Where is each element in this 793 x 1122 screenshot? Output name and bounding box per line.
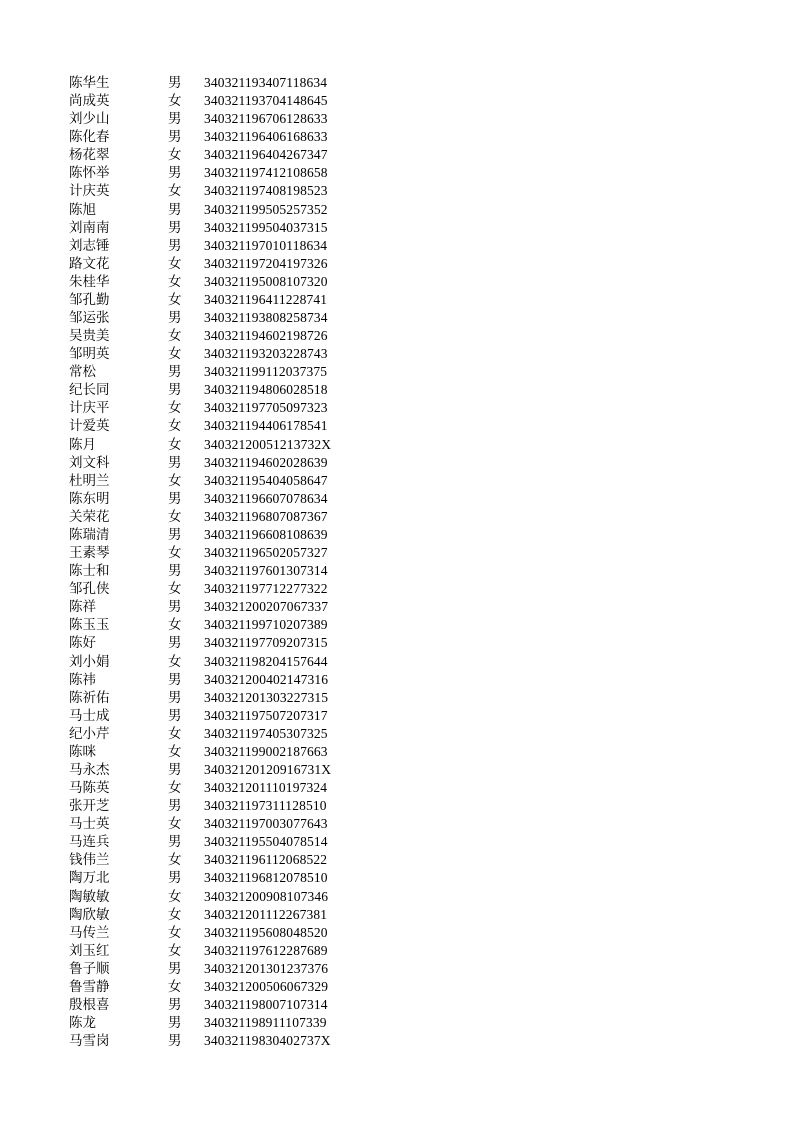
id-number-cell: 340321201110197324 bbox=[204, 780, 328, 796]
name-cell: 邹明英 bbox=[69, 346, 110, 363]
name-cell: 陶万北 bbox=[69, 870, 110, 887]
table-row bbox=[69, 110, 369, 128]
gender-cell: 男 bbox=[168, 563, 182, 580]
table-row bbox=[69, 345, 369, 363]
gender-cell: 女 bbox=[168, 436, 182, 453]
name-cell: 鲁雪静 bbox=[69, 978, 110, 995]
table-row bbox=[69, 580, 369, 598]
id-number-cell: 340321197003077643 bbox=[204, 816, 328, 832]
gender-cell: 男 bbox=[168, 707, 182, 724]
name-cell: 马士成 bbox=[69, 707, 110, 724]
gender-cell: 男 bbox=[168, 382, 182, 399]
id-number-cell: 340321196502057327 bbox=[204, 545, 328, 561]
gender-cell: 女 bbox=[168, 581, 182, 598]
gender-cell: 女 bbox=[168, 273, 182, 290]
id-number-cell: 340321196112068522 bbox=[204, 852, 328, 868]
id-number-cell: 340321193808258734 bbox=[204, 310, 328, 326]
name-cell: 陈咪 bbox=[69, 743, 96, 760]
gender-cell: 男 bbox=[168, 237, 182, 254]
name-cell: 陈玉玉 bbox=[69, 617, 110, 634]
name-cell: 杨花翠 bbox=[69, 147, 110, 164]
id-number-cell: 34032120120916731X bbox=[204, 761, 332, 777]
id-number-cell: 340321194406178541 bbox=[204, 418, 328, 434]
name-cell: 路文花 bbox=[69, 255, 110, 272]
table-row bbox=[69, 255, 369, 273]
gender-cell: 女 bbox=[168, 418, 182, 435]
id-number-cell: 340321195504078514 bbox=[204, 834, 328, 850]
gender-cell: 女 bbox=[168, 508, 182, 525]
gender-cell: 女 bbox=[168, 93, 182, 110]
id-number-cell: 34032120051213732X bbox=[204, 436, 332, 452]
id-number-cell: 340321199505257352 bbox=[204, 201, 328, 217]
table-row bbox=[69, 490, 369, 508]
table-row bbox=[69, 182, 369, 200]
table-row bbox=[69, 544, 369, 562]
name-cell: 陈月 bbox=[69, 436, 96, 453]
table-row bbox=[69, 978, 369, 996]
id-number-cell: 340321197010118634 bbox=[204, 237, 328, 253]
name-cell: 陈瑞清 bbox=[69, 526, 110, 543]
name-cell: 马陈英 bbox=[69, 780, 110, 797]
gender-cell: 男 bbox=[168, 635, 182, 652]
table-row bbox=[69, 906, 369, 924]
gender-cell: 女 bbox=[168, 291, 182, 308]
name-cell: 殷根喜 bbox=[69, 996, 110, 1013]
table-row bbox=[69, 653, 369, 671]
id-number-cell: 340321198911107339 bbox=[204, 1015, 327, 1031]
id-number-cell: 340321201303227315 bbox=[204, 689, 329, 705]
name-cell: 钱伟兰 bbox=[69, 852, 110, 869]
name-cell: 陈好 bbox=[69, 635, 96, 652]
id-number-cell: 340321194602198726 bbox=[204, 328, 328, 344]
table-row bbox=[69, 598, 369, 616]
id-number-cell: 340321197408198523 bbox=[204, 183, 328, 199]
id-number-cell: 340321200506067329 bbox=[204, 978, 329, 994]
table-row bbox=[69, 381, 369, 399]
name-cell: 陶欣敏 bbox=[69, 906, 110, 923]
name-cell: 陈祥 bbox=[69, 599, 96, 616]
id-number-cell: 340321199002187663 bbox=[204, 743, 328, 759]
table-row bbox=[69, 1014, 369, 1032]
name-cell: 陈华生 bbox=[69, 75, 110, 91]
gender-cell: 男 bbox=[168, 219, 182, 236]
id-number-cell: 340321197612287689 bbox=[204, 942, 328, 958]
gender-cell: 男 bbox=[168, 960, 182, 977]
name-cell: 刘小娟 bbox=[69, 653, 110, 670]
name-cell: 马传兰 bbox=[69, 924, 110, 941]
table-row bbox=[69, 146, 369, 164]
id-number-cell: 340321196706128633 bbox=[204, 111, 328, 127]
name-cell: 陈士和 bbox=[69, 563, 110, 580]
table-row bbox=[69, 399, 369, 417]
id-number-cell: 340321195404058647 bbox=[204, 472, 328, 488]
id-number-cell: 340321197705097323 bbox=[204, 400, 328, 416]
id-number-cell: 340321194806028518 bbox=[204, 382, 328, 398]
gender-cell: 女 bbox=[168, 780, 182, 797]
name-cell: 刘文科 bbox=[69, 454, 110, 471]
table-row bbox=[69, 273, 369, 291]
table-row bbox=[69, 201, 369, 219]
table-row bbox=[69, 92, 369, 110]
id-number-cell: 340321193203228743 bbox=[204, 346, 328, 362]
name-cell: 邹孔侠 bbox=[69, 581, 110, 598]
gender-cell: 男 bbox=[168, 870, 182, 887]
gender-cell: 女 bbox=[168, 816, 182, 833]
id-number-cell: 340321200402147316 bbox=[204, 671, 329, 687]
gender-cell: 女 bbox=[168, 725, 182, 742]
name-cell: 刘玉红 bbox=[69, 942, 110, 959]
gender-cell: 男 bbox=[168, 490, 182, 507]
table-row bbox=[69, 634, 369, 652]
id-number-cell: 340321193704148645 bbox=[204, 93, 328, 109]
gender-cell: 女 bbox=[168, 545, 182, 562]
name-cell: 陈怀举 bbox=[69, 165, 110, 182]
table-row bbox=[69, 869, 369, 887]
name-cell: 计庆英 bbox=[69, 183, 110, 200]
gender-cell: 男 bbox=[168, 75, 182, 91]
id-number-cell: 340321197204197326 bbox=[204, 255, 328, 271]
table-row bbox=[69, 671, 369, 689]
table-row bbox=[69, 924, 369, 942]
gender-cell: 男 bbox=[168, 111, 182, 128]
table-row bbox=[69, 74, 369, 92]
gender-cell: 男 bbox=[168, 834, 182, 851]
id-number-cell: 340321196404267347 bbox=[204, 147, 328, 163]
name-cell: 鲁子顺 bbox=[69, 960, 110, 977]
id-number-cell: 340321198007107314 bbox=[204, 996, 328, 1012]
table-row bbox=[69, 833, 369, 851]
id-number-cell: 340321197412108658 bbox=[204, 165, 328, 181]
name-cell: 陈化春 bbox=[69, 129, 110, 146]
table-row bbox=[69, 743, 369, 761]
table-row bbox=[69, 237, 369, 255]
gender-cell: 女 bbox=[168, 328, 182, 345]
gender-cell: 男 bbox=[168, 165, 182, 182]
id-number-cell: 340321197405307325 bbox=[204, 725, 328, 741]
table-row bbox=[69, 363, 369, 381]
table-row bbox=[69, 707, 369, 725]
table-row bbox=[69, 761, 369, 779]
gender-cell: 男 bbox=[168, 1033, 182, 1050]
gender-cell: 女 bbox=[168, 906, 182, 923]
id-number-cell: 34032119830402737X bbox=[204, 1033, 331, 1049]
id-number-cell: 340321195008107320 bbox=[204, 273, 328, 289]
gender-cell: 男 bbox=[168, 689, 182, 706]
gender-cell: 女 bbox=[168, 653, 182, 670]
name-cell: 陈旭 bbox=[69, 201, 96, 218]
id-number-cell: 340321197709207315 bbox=[204, 635, 328, 651]
gender-cell: 男 bbox=[168, 526, 182, 543]
table-row bbox=[69, 309, 369, 327]
table-row bbox=[69, 942, 369, 960]
id-number-cell: 340321196411228741 bbox=[204, 291, 328, 307]
table-row bbox=[69, 1032, 369, 1050]
gender-cell: 女 bbox=[168, 346, 182, 363]
gender-cell: 男 bbox=[168, 671, 182, 688]
name-cell: 常松 bbox=[69, 364, 96, 381]
table-row bbox=[69, 508, 369, 526]
gender-cell: 女 bbox=[168, 147, 182, 164]
gender-cell: 男 bbox=[168, 129, 182, 146]
table-row bbox=[69, 327, 369, 345]
gender-cell: 女 bbox=[168, 183, 182, 200]
name-cell: 马连兵 bbox=[69, 834, 110, 851]
id-number-cell: 340321200908107346 bbox=[204, 888, 329, 904]
name-cell: 张开芝 bbox=[69, 798, 110, 815]
name-cell: 邹运张 bbox=[69, 310, 110, 327]
table-row bbox=[69, 689, 369, 707]
name-cell: 尚成英 bbox=[69, 93, 110, 110]
id-number-cell: 340321199710207389 bbox=[204, 617, 328, 633]
id-number-cell: 340321196608108639 bbox=[204, 526, 328, 542]
gender-cell: 女 bbox=[168, 743, 182, 760]
table-row bbox=[69, 472, 369, 490]
name-cell: 吴贵美 bbox=[69, 328, 110, 345]
table-row bbox=[69, 128, 369, 146]
gender-cell: 女 bbox=[168, 924, 182, 941]
table-row bbox=[69, 851, 369, 869]
name-cell: 杜明兰 bbox=[69, 472, 110, 489]
table-row bbox=[69, 960, 369, 978]
gender-cell: 男 bbox=[168, 599, 182, 616]
name-cell: 计庆平 bbox=[69, 400, 110, 417]
id-number-cell: 340321193407118634 bbox=[204, 75, 328, 90]
table-row bbox=[69, 219, 369, 237]
gender-cell: 男 bbox=[168, 364, 182, 381]
id-number-cell: 340321201301237376 bbox=[204, 960, 329, 976]
id-number-cell: 340321196406168633 bbox=[204, 129, 328, 145]
id-number-cell: 340321196807087367 bbox=[204, 508, 328, 524]
name-cell: 陈祎 bbox=[69, 671, 96, 688]
gender-cell: 男 bbox=[168, 454, 182, 471]
gender-cell: 男 bbox=[168, 761, 182, 778]
gender-cell: 女 bbox=[168, 978, 182, 995]
gender-cell: 女 bbox=[168, 888, 182, 905]
id-number-cell: 340321195608048520 bbox=[204, 924, 328, 940]
table-row bbox=[69, 291, 369, 309]
gender-cell: 女 bbox=[168, 255, 182, 272]
gender-cell: 女 bbox=[168, 852, 182, 869]
gender-cell: 男 bbox=[168, 798, 182, 815]
gender-cell: 女 bbox=[168, 942, 182, 959]
table-row bbox=[69, 417, 369, 435]
table-row bbox=[69, 888, 369, 906]
name-cell: 邹孔勤 bbox=[69, 291, 110, 308]
name-cell: 马雪岗 bbox=[69, 1033, 110, 1050]
table-row bbox=[69, 996, 369, 1014]
name-cell: 马士英 bbox=[69, 816, 110, 833]
name-cell: 刘南南 bbox=[69, 219, 110, 236]
table-row bbox=[69, 436, 369, 454]
id-number-cell: 340321196812078510 bbox=[204, 870, 328, 886]
id-number-cell: 340321197601307314 bbox=[204, 563, 328, 579]
id-number-cell: 340321201112267381 bbox=[204, 906, 328, 922]
id-number-cell: 340321196607078634 bbox=[204, 490, 328, 506]
gender-cell: 女 bbox=[168, 472, 182, 489]
table-row bbox=[69, 779, 369, 797]
name-cell: 纪小芹 bbox=[69, 725, 110, 742]
gender-cell: 男 bbox=[168, 996, 182, 1013]
name-cell: 刘少山 bbox=[69, 111, 110, 128]
id-number-cell: 340321197311128510 bbox=[204, 798, 327, 814]
name-cell: 关荣花 bbox=[69, 508, 110, 525]
id-number-cell: 340321199504037315 bbox=[204, 219, 328, 235]
table-row bbox=[69, 616, 369, 634]
name-cell: 陈龙 bbox=[69, 1015, 96, 1032]
id-number-cell: 340321200207067337 bbox=[204, 599, 329, 615]
table-row bbox=[69, 164, 369, 182]
name-cell: 陈祈佑 bbox=[69, 689, 110, 706]
id-number-cell: 340321194602028639 bbox=[204, 454, 328, 470]
roster-table bbox=[69, 74, 369, 1050]
table-row bbox=[69, 454, 369, 472]
table-row bbox=[69, 725, 369, 743]
name-cell: 王素琴 bbox=[69, 545, 110, 562]
table-row bbox=[69, 526, 369, 544]
gender-cell: 男 bbox=[168, 310, 182, 327]
table-row bbox=[69, 562, 369, 580]
name-cell: 计爱英 bbox=[69, 418, 110, 435]
table-row bbox=[69, 815, 369, 833]
name-cell: 马永杰 bbox=[69, 761, 110, 778]
table-row bbox=[69, 797, 369, 815]
name-cell: 纪长同 bbox=[69, 382, 110, 399]
name-cell: 陈东明 bbox=[69, 490, 110, 507]
id-number-cell: 340321197712277322 bbox=[204, 581, 328, 597]
gender-cell: 男 bbox=[168, 201, 182, 218]
name-cell: 朱桂华 bbox=[69, 273, 110, 290]
id-number-cell: 340321197507207317 bbox=[204, 707, 328, 723]
id-number-cell: 340321198204157644 bbox=[204, 653, 328, 669]
id-number-cell: 340321199112037375 bbox=[204, 364, 328, 380]
gender-cell: 女 bbox=[168, 400, 182, 417]
gender-cell: 男 bbox=[168, 1015, 182, 1032]
gender-cell: 女 bbox=[168, 617, 182, 634]
name-cell: 陶敏敏 bbox=[69, 888, 110, 905]
name-cell: 刘志锤 bbox=[69, 237, 110, 254]
